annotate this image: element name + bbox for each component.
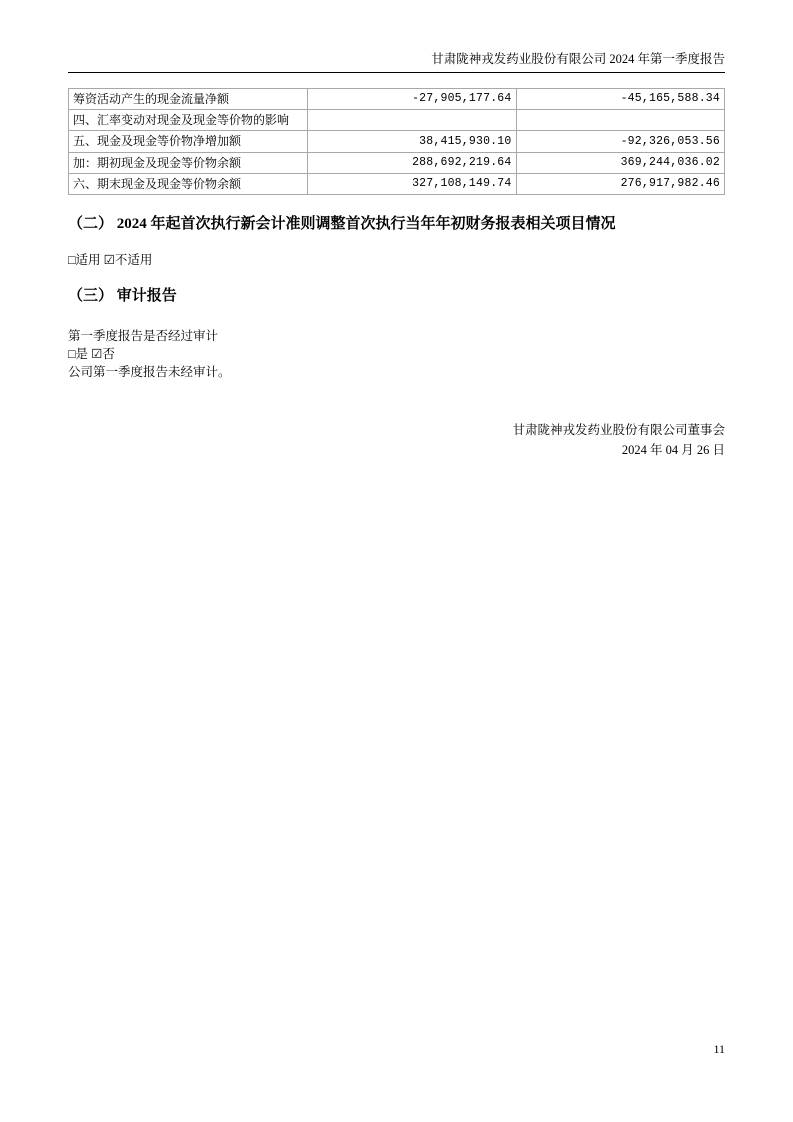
row-label: 五、现金及现金等价物净增加额 <box>69 131 308 152</box>
row-prior-value: -92,326,053.56 <box>516 131 725 152</box>
row-label: 加：期初现金及现金等价物余额 <box>69 152 308 173</box>
table-row <box>69 131 725 152</box>
section-two-heading: （二） 2024 年起首次执行新会计准则调整首次执行当年年初财务报表相关项目情况 <box>68 216 616 232</box>
signature-company: 甘肃陇神戎发药业股份有限公司董事会 <box>512 423 725 437</box>
row-label: 四、汇率变动对现金及现金等价物的影响 <box>69 110 308 131</box>
cash-flow-table-body <box>69 89 725 195</box>
table-row <box>69 89 725 110</box>
section-two-applicability: □适用 ☑不适用 <box>68 253 153 267</box>
table-row <box>69 173 725 194</box>
running-header: 甘肃陇神戎发药业股份有限公司 2024 年第一季度报告 <box>431 52 725 66</box>
row-prior-value: 276,917,982.46 <box>516 173 725 194</box>
row-current-value: 327,108,149.74 <box>308 173 517 194</box>
row-prior-value: 369,244,036.02 <box>516 152 725 173</box>
cash-flow-table <box>68 88 725 195</box>
audit-answer-checkboxes: □是 ☑否 <box>68 347 115 361</box>
row-current-value: 288,692,219.64 <box>308 152 517 173</box>
row-label: 筹资活动产生的现金流量净额 <box>69 89 308 110</box>
row-current-value: 38,415,930.10 <box>308 131 517 152</box>
row-current-value: -27,905,177.64 <box>308 89 517 110</box>
row-label: 六、期末现金及现金等价物余额 <box>69 173 308 194</box>
section-three-heading: （三） 审计报告 <box>68 288 177 304</box>
row-prior-value <box>516 110 725 131</box>
header-divider <box>68 72 725 73</box>
audit-question: 第一季度报告是否经过审计 <box>68 329 219 343</box>
row-prior-value: -45,165,588.34 <box>516 89 725 110</box>
table-row <box>69 152 725 173</box>
audit-statement: 公司第一季度报告未经审计。 <box>68 365 231 379</box>
signature-date: 2024 年 04 月 26 日 <box>621 443 725 457</box>
page-number: 11 <box>713 1042 725 1056</box>
table-row <box>69 110 725 131</box>
row-current-value <box>308 110 517 131</box>
